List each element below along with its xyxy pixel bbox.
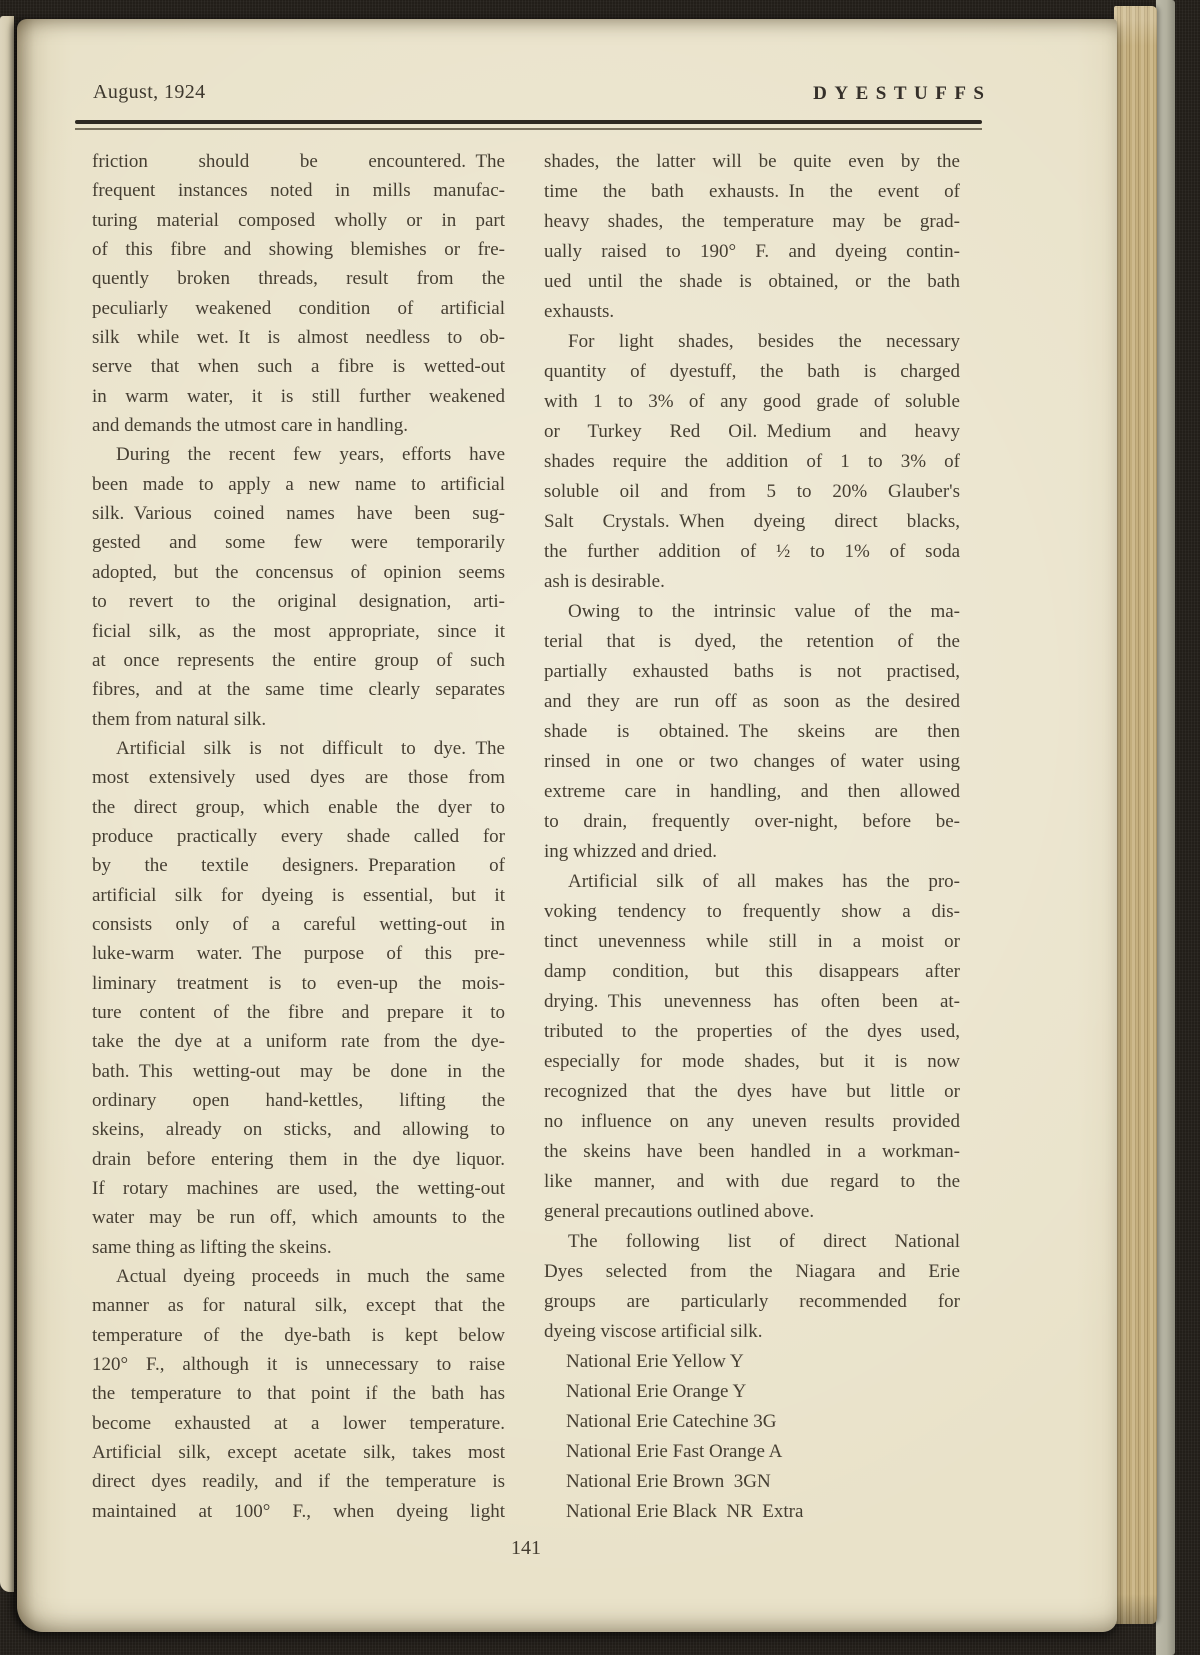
text-line: exhausts. (544, 301, 615, 322)
text-line: turing material composed wholly or in part (92, 209, 505, 231)
header-date: August, 1924 (93, 81, 206, 103)
text-line: like manner, and with due regard to the (544, 1171, 960, 1192)
header-journal-title: DYESTUFFS (813, 83, 992, 104)
text-line: ash is desirable. (544, 571, 665, 592)
text-line: groups are particularly recommended for (544, 1291, 960, 1312)
column-left (92, 147, 505, 1526)
text-line: ing whizzed and dried. (544, 841, 718, 862)
text-line: heavy shades, the temperature may be grad- (544, 211, 960, 232)
text-line: no influence on any uneven results provided (544, 1111, 960, 1132)
text-line: shades, the latter will be quite even by the (544, 151, 960, 172)
text-line: become exhausted at a lower temperature. (92, 1412, 505, 1434)
text-line: peculiarly weakened condition of artificial (92, 297, 505, 319)
text-line: to revert to the original designation, arti- (92, 591, 505, 613)
text-line: the direct group, which enable the dyer to (92, 796, 505, 818)
text-line: time the bath exhausts. In the event of (544, 181, 960, 202)
text-line: voking tendency to frequently show a dis- (544, 901, 960, 922)
text-line: drain before entering them in the dye liquor. (92, 1148, 505, 1170)
text-line: luke-warm water. The purpose of this pre- (92, 943, 505, 965)
text-line: National Erie Orange Y (566, 1381, 747, 1402)
text-line: especially for mode shades, but it is now (544, 1051, 960, 1072)
text-line: tinct unevenness while still in a moist or (544, 931, 960, 952)
text-line: drying. This unevenness has often been at- (544, 991, 960, 1012)
header-rule-thin (75, 128, 982, 130)
cover-inner-edge (1156, 0, 1175, 1655)
text-line: For light shades, besides the necessary (568, 331, 960, 352)
text-line: National Erie Catechine 3G (566, 1411, 777, 1432)
text-line: been made to apply a new name to artificial (92, 473, 505, 495)
text-line: liminary treatment is to even-up the mois- (92, 972, 505, 994)
text-line: ued until the shade is obtained, or the bath (544, 271, 960, 292)
text-line: ually raised to 190° F. and dyeing contin- (544, 241, 960, 262)
text-line: National Erie Fast Orange A (566, 1441, 783, 1462)
text-line: silk while wet. It is almost needless to ob- (92, 327, 505, 349)
text-line: Salt Crystals. When dyeing direct blacks, (544, 511, 960, 532)
text-line: direct dyes readily, and if the temperature is (92, 1471, 505, 1493)
text-line: and they are run off as soon as the desired (544, 691, 960, 712)
text-line: tributed to the properties of the dyes used, (544, 1021, 960, 1042)
text-line: produce practically every shade called for (92, 825, 505, 847)
text-line: quantity of dyestuff, the bath is charged (544, 361, 960, 382)
text-line: shade is obtained. The skeins are then (544, 721, 960, 742)
text-line: serve that when such a fibre is wetted-out (92, 356, 505, 378)
text-line: 120° F., although it is unnecessary to raise (92, 1354, 505, 1376)
text-line: the further addition of ½ to 1% of soda (544, 541, 960, 562)
text-line: to drain, frequently over-night, before be- (544, 811, 960, 832)
text-line: National Erie Black NR Extra (566, 1501, 804, 1522)
text-line: terial that is dyed, the retention of the (544, 631, 960, 652)
text-line: bath. This wetting-out may be done in the (92, 1060, 505, 1082)
text-line: damp condition, but this disappears after (544, 961, 960, 982)
text-line: recognized that the dyes have but little or (544, 1081, 960, 1102)
text-line: During the recent few years, efforts have (116, 444, 505, 466)
text-line: general precautions outlined above. (544, 1201, 815, 1222)
text-line: skeins, already on sticks, and allowing to (92, 1119, 505, 1141)
text-line: National Erie Yellow Y (566, 1351, 744, 1372)
text-line: silk. Various coined names have been sug- (92, 503, 505, 525)
header-rule-thick (75, 120, 982, 124)
text-line: dyeing viscose artificial silk. (544, 1321, 763, 1342)
text-line: of this fibre and showing blemishes or fre- (92, 239, 505, 261)
text-line: consists only of a careful wetting-out in (92, 913, 505, 935)
text-line: The following list of direct National (568, 1231, 960, 1252)
text-line: If rotary machines are used, the wetting-out (92, 1178, 505, 1200)
text-line: with 1 to 3% of any good grade of soluble (544, 391, 960, 412)
text-line: fibres, and at the same time clearly separates (92, 679, 505, 701)
text-line: quently broken threads, result from the (92, 268, 505, 290)
text-line: partially exhausted baths is not practised, (544, 661, 960, 682)
text-line: most extensively used dyes are those from (92, 767, 505, 789)
page-stack-fore-edge (1114, 6, 1157, 1624)
text-line: frequent instances noted in mills manufac- (92, 180, 505, 202)
text-line: ordinary open hand-kettles, lifting the (92, 1090, 505, 1111)
text-line: ture content of the fibre and prepare it to (92, 1001, 505, 1023)
text-line: shades require the addition of 1 to 3% of (544, 451, 960, 472)
text-line: friction should be encountered. The (92, 151, 505, 172)
text-line: manner as for natural silk, except that the (92, 1295, 505, 1317)
text-line: National Erie Brown 3GN (566, 1471, 771, 1492)
text-line: Artificial silk, except acetate silk, takes most (92, 1442, 505, 1464)
text-line: or Turkey Red Oil. Medium and heavy (544, 421, 960, 442)
column-right (544, 147, 960, 1527)
text-line: the temperature to that point if the bath has (92, 1383, 505, 1405)
text-line: by the textile designers. Preparation of (92, 855, 505, 877)
text-line: gested and some few were temporarily (92, 532, 505, 554)
text-line: Dyes selected from the Niagara and Erie (544, 1261, 960, 1282)
text-line: soluble oil and from 5 to 20% Glauber's (544, 481, 960, 502)
text-line: Artificial silk of all makes has the pro- (568, 871, 960, 892)
page (17, 19, 1117, 1632)
text-line: same thing as lifting the skeins. (92, 1236, 332, 1258)
previous-page-edge (0, 16, 14, 1592)
text-line: adopted, but the concensus of opinion seems (92, 561, 505, 583)
text-line: rinsed in one or two changes of water using (544, 751, 960, 772)
text-line: Actual dyeing proceeds in much the same (116, 1266, 505, 1288)
text-line: Artificial silk is not difficult to dye. The (116, 737, 505, 759)
text-line: and demands the utmost care in handling. (92, 415, 409, 437)
text-line: at once represents the entire group of such (92, 649, 505, 671)
text-line: extreme care in handling, and then allowed (544, 781, 960, 802)
text-line: take the dye at a uniform rate from the dye- (92, 1031, 505, 1053)
text-line: Owing to the intrinsic value of the ma- (568, 601, 960, 622)
text-line: ficial silk, as the most appropriate, since it (92, 620, 505, 642)
text-line: temperature of the dye-bath is kept below (92, 1324, 505, 1346)
text-line: in warm water, it is still further weakened (92, 385, 505, 407)
text-line: the skeins have been handled in a workman- (544, 1141, 960, 1162)
text-line: artificial silk for dyeing is essential, but it (92, 884, 505, 906)
text-line: them from natural silk. (92, 708, 267, 730)
page-number: 141 (511, 1537, 541, 1559)
text-line: water may be run off, which amounts to the (92, 1207, 505, 1229)
text-line: maintained at 100° F., when dyeing light (92, 1500, 505, 1522)
